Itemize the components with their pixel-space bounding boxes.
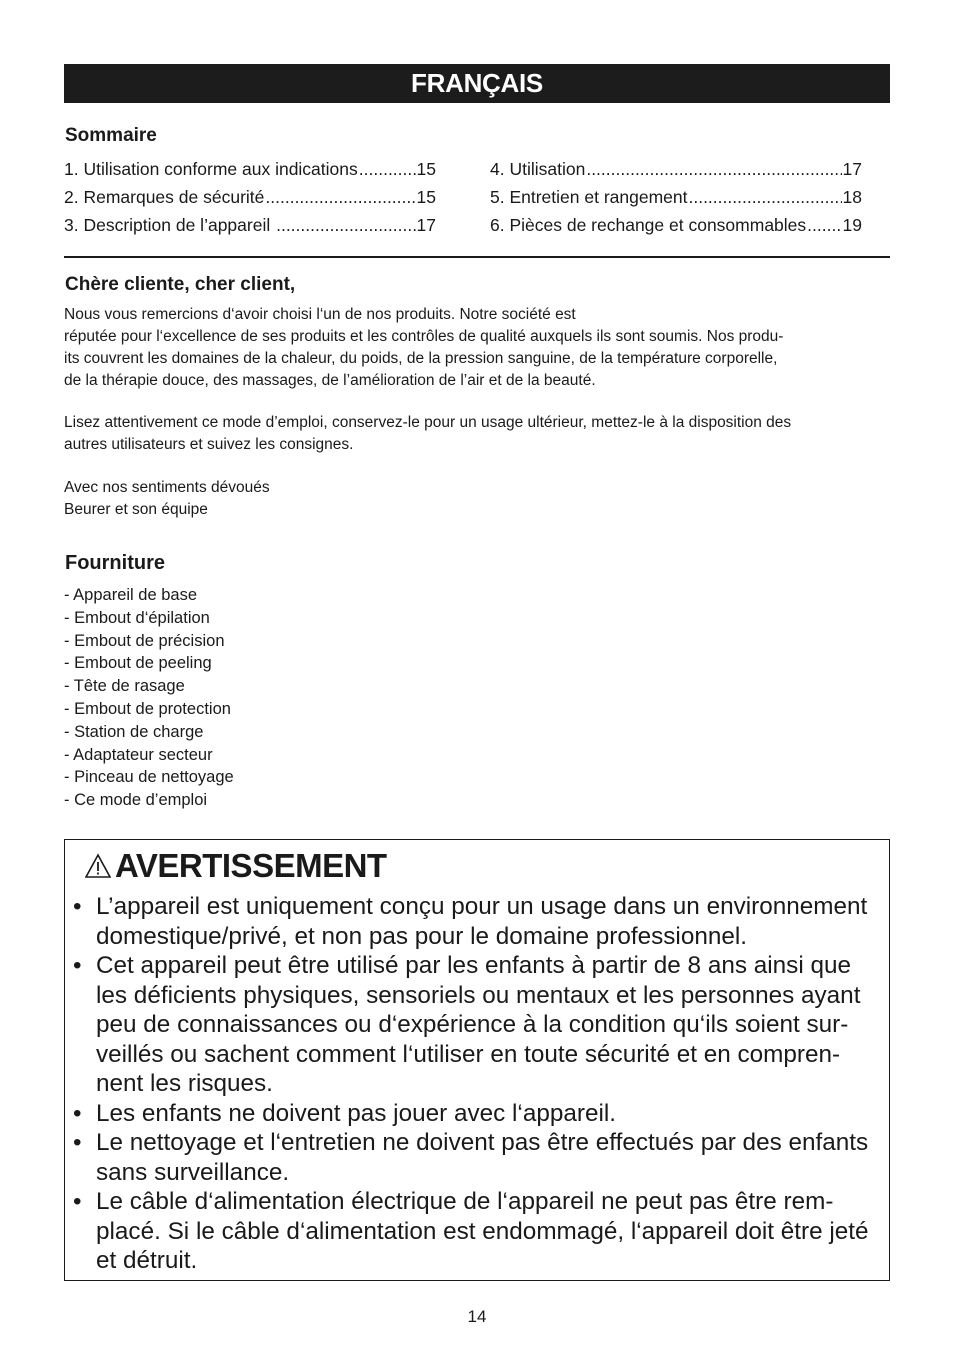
text-line: Lisez attentivement ce mode d’emploi, conservez-le pour un usage ultérieur, mettez-le à la disposition des: [64, 414, 792, 431]
toc-entry-label: 5. Entretien et rangement: [490, 187, 688, 207]
warning-item: [73, 892, 883, 951]
bullet-dot: •: [73, 893, 82, 920]
text-line: placé. Si le câble d‘alimentation est endommagé, l‘appareil doit être jeté: [96, 1217, 869, 1245]
toc-entry-label: 2. Remarques de sécurité: [64, 187, 265, 207]
toc-entry[interactable]: [64, 186, 436, 214]
toc-leader: [265, 186, 415, 208]
toc-leader: [359, 158, 416, 180]
toc-right-column: [490, 158, 862, 242]
bullet-dot: •: [73, 1188, 82, 1215]
text-line: nent les risques.: [96, 1070, 273, 1097]
bullet-dot: •: [73, 952, 82, 979]
text-line: Nous vous remercions d‘avoir choisi l‘un de nos produits. Notre société est: [64, 306, 576, 323]
toc-leader: [276, 214, 415, 236]
text-line: Beurer et son équipe: [64, 501, 208, 518]
warning-triangle-icon: [85, 853, 111, 879]
list-item: - Tête de rasage: [64, 677, 185, 696]
list-item: - Adaptateur secteur: [64, 745, 213, 764]
warning-item: [73, 1128, 883, 1187]
toc-entry-label: 3. Description de l’appareil: [64, 215, 276, 235]
supply-title: Fourniture: [65, 552, 165, 574]
text-line: les déficients physiques, sensoriels ou mentaux et les personnes ayant: [96, 981, 861, 1009]
toc-leader: [807, 214, 841, 236]
warning-box: [64, 839, 890, 1281]
warning-title-text: AVERTISSEMENT: [115, 847, 387, 884]
toc-entry[interactable]: [490, 214, 862, 242]
bullet-dot: •: [73, 1099, 82, 1127]
toc-title: Sommaire: [65, 125, 157, 146]
list-item: - Pinceau de nettoyage: [64, 768, 234, 787]
list-item: - Embout de peeling: [64, 654, 212, 673]
text-line: réputée pour l‘excellence de ses produits et les contrôles de qualité auxquels ils sont soumis. Nos produ-: [64, 328, 784, 345]
toc-entry[interactable]: [64, 158, 436, 186]
text-line: et détruit.: [96, 1247, 198, 1274]
text-line: Avec nos sentiments dévoués: [64, 479, 270, 496]
toc-leader: [688, 186, 841, 208]
page-number: 14: [467, 1307, 487, 1326]
language-banner: FRANÇAIS: [64, 64, 890, 103]
intro-paragraph: [64, 304, 890, 392]
warning-item: [73, 951, 883, 1099]
text-line: Les enfants ne doivent pas jouer avec l‘appareil.: [96, 1099, 617, 1127]
text-line: its couvrent les domaines de la chaleur, du poids, de la pression sanguine, de la température corporelle,: [64, 350, 778, 367]
toc-entry-page: 15: [416, 187, 436, 207]
text-line: autres utilisateurs et suivez les consignes.: [64, 436, 354, 453]
warning-list: [73, 892, 883, 1276]
text-line: de la thérapie douce, des massages, de l’amélioration de l’air et de la beauté.: [64, 372, 596, 389]
list-item: - Ce mode d’emploi: [64, 791, 208, 810]
text-line: peu de connaissances ou d‘expérience à la condition qu‘ils soient sur-: [96, 1011, 849, 1038]
list-item: - Embout de protection: [64, 699, 231, 718]
closing-signature: [64, 477, 890, 521]
section-divider: [64, 256, 890, 258]
text-line: domestique/privé, et non pas pour le domaine professionnel.: [96, 922, 748, 950]
toc-entry[interactable]: [64, 214, 436, 242]
toc-leader: [586, 158, 841, 180]
toc-entry-label: 1. Utilisation conforme aux indications: [64, 159, 358, 179]
text-line: Le câble d‘alimentation électrique de l‘appareil ne peut pas être rem-: [96, 1188, 834, 1215]
text-line: Le nettoyage et l‘entretien ne doivent pas être effectués par des enfants: [96, 1129, 869, 1156]
list-item: - Embout d‘épilation: [64, 608, 210, 627]
instructions-paragraph: [64, 412, 890, 456]
toc-entry-page: 17: [416, 215, 436, 235]
toc-left-column: [64, 158, 436, 242]
warning-item: [73, 1099, 883, 1129]
toc-entry[interactable]: [490, 186, 862, 214]
list-item: - Embout de précision: [64, 631, 225, 650]
toc-entry-page: 18: [842, 187, 862, 207]
text-line: sans surveillance.: [96, 1158, 290, 1186]
text-line: L’appareil est uniquement conçu pour un usage dans un environnement: [96, 893, 868, 920]
toc-entry-page: 15: [416, 159, 436, 179]
text-line: Cet appareil peut être utilisé par les enfants à partir de 8 ans ainsi que: [96, 952, 852, 979]
text-line: veillés ou sachent comment l‘utiliser en toute sécurité et en compren-: [96, 1040, 841, 1068]
greeting-title: Chère cliente, cher client,: [65, 274, 296, 295]
warning-title: [85, 847, 387, 885]
warning-item: [73, 1187, 883, 1276]
bullet-dot: •: [73, 1129, 82, 1156]
list-item: - Station de charge: [64, 722, 204, 741]
toc-entry-label: 6. Pièces de rechange et consommables: [490, 215, 807, 235]
supply-list: [64, 584, 234, 812]
toc-entry-page: 19: [842, 215, 862, 235]
toc-entry-label: 4. Utilisation: [490, 159, 586, 179]
toc-entry[interactable]: [490, 158, 862, 186]
list-item: - Appareil de base: [64, 586, 198, 604]
toc-entry-page: 17: [842, 159, 862, 179]
